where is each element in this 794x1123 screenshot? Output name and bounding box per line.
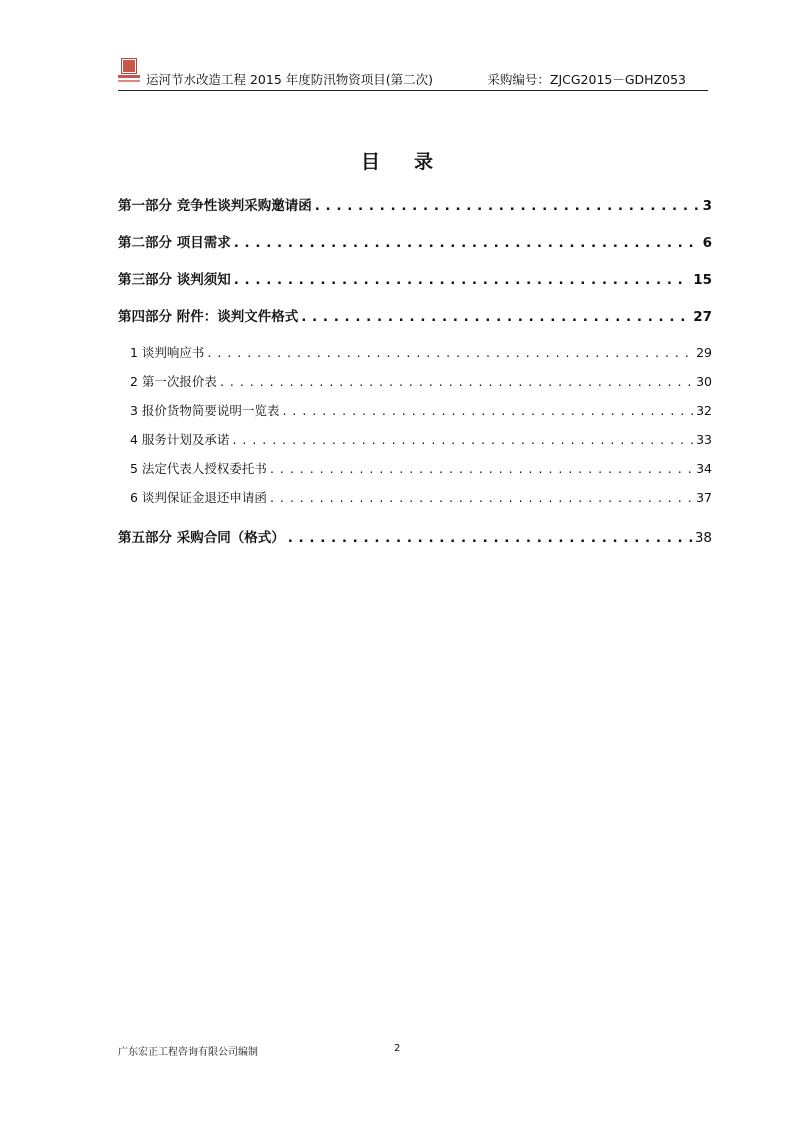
toc-leader-dots [301, 309, 690, 325]
toc-subentry[interactable] [118, 343, 712, 361]
toc-entry-label: 第一部分 竞争性谈判采购邀请函 [118, 198, 312, 214]
toc-leader-dots [207, 345, 693, 360]
toc-entry-page: 3 [702, 198, 712, 214]
procurement-number: 采购编号：ZJCG2015－GDHZ053 [487, 72, 686, 87]
toc-leader-dots [315, 198, 700, 214]
toc-subentry[interactable] [118, 401, 712, 419]
toc-leader-dots [232, 432, 693, 447]
toc-entry-page: 38 [694, 530, 712, 546]
toc-subentry[interactable] [118, 430, 712, 448]
toc-subentry[interactable] [118, 488, 712, 506]
toc-entry-label: 第四部分 附件：谈判文件格式 [118, 309, 299, 325]
toc-leader-dots [234, 235, 700, 251]
project-name: 运河节水改造工程 2015 年度防汛物资项目(第二次) [146, 72, 434, 87]
toc-subentry-label: 3 报价货物简要说明一览表 [130, 403, 280, 418]
toc-leader-dots [270, 461, 693, 476]
title-char-2: 录 [414, 151, 434, 173]
toc-leader-dots [220, 374, 693, 389]
toc-leader-dots [270, 490, 693, 505]
toc-leader-dots [288, 530, 692, 546]
toc-entry-label: 第五部分 采购合同（格式） [118, 530, 285, 546]
toc-entry[interactable] [118, 194, 712, 214]
page-header [118, 58, 708, 91]
toc-entry-label: 第三部分 谈判须知 [118, 272, 231, 288]
toc-subentry-label: 2 第一次报价表 [130, 374, 217, 389]
toc-leader-dots [282, 403, 693, 418]
toc-subentry-page: 37 [696, 490, 712, 505]
toc-entry-page: 6 [702, 235, 712, 251]
toc-subentry-label: 1 谈判响应书 [130, 345, 205, 360]
toc-entry[interactable] [118, 231, 712, 251]
toc-entry[interactable] [118, 268, 712, 288]
toc-entry[interactable] [118, 526, 712, 546]
toc-entry-label: 第二部分 项目需求 [118, 235, 231, 251]
toc-entry-page: 15 [693, 272, 712, 288]
toc-entry[interactable] [118, 305, 712, 325]
toc-subentry[interactable] [118, 459, 712, 477]
toc-subentry-page: 29 [696, 345, 712, 360]
footer-organization: 广东宏正工程咨询有限公司编制 [118, 1047, 258, 1058]
toc-subentry-page: 34 [696, 461, 712, 476]
toc-leader-dots [234, 272, 691, 288]
toc-subentry-page: 33 [696, 432, 712, 447]
toc-subentry[interactable] [118, 372, 712, 390]
toc-subentry-label: 4 服务计划及承诺 [130, 432, 230, 447]
footer-page-number: 2 [394, 1043, 401, 1054]
title-char-1: 目 [360, 151, 380, 173]
toc-subentry-label: 5 法定代表人授权委托书 [130, 461, 267, 476]
toc-subentry-label: 6 谈判保证金退还申请函 [130, 490, 267, 505]
company-logo-icon [118, 58, 140, 84]
page-title [0, 147, 794, 174]
toc-subentry-page: 30 [696, 374, 712, 389]
toc-entry-page: 27 [693, 309, 712, 325]
toc-subentry-page: 32 [696, 403, 712, 418]
